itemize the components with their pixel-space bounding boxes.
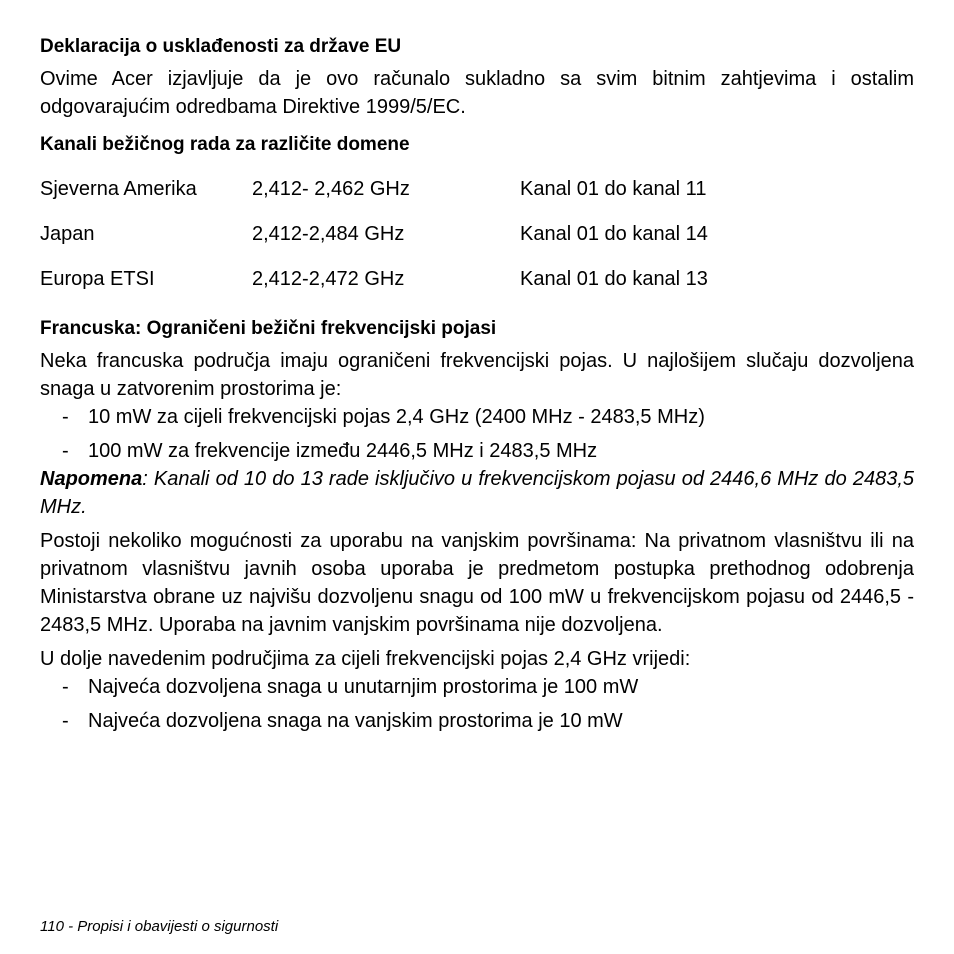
france-power-list (40, 403, 914, 465)
list-item (40, 707, 914, 735)
document-page (40, 33, 914, 735)
bullet-dash: - (62, 710, 69, 732)
list-item (40, 437, 914, 465)
channel-range-cell: Kanal 01 do kanal 13 (520, 268, 708, 290)
frequency-cell: 2,412-2,484 GHz (252, 223, 405, 245)
list-item (40, 403, 914, 431)
france-heading: Francuska: Ograničeni bežični frekvencijski pojasi (40, 318, 497, 339)
list-item-text: 100 mW za frekvencije između 2446,5 MHz i 2483,5 MHz (88, 440, 598, 462)
frequency-cell: 2,412- 2,462 GHz (252, 178, 410, 200)
note-label: Napomena (40, 468, 143, 490)
note-text: : Kanali od 10 do 13 rade isključivo u frekvencijskom pojasu od 2446,6 MHz do 2483,5 MHz. (40, 468, 914, 518)
note-paragraph (40, 465, 914, 521)
list-item-text: Najveća dozvoljena snaga na vanjskim prostorima je 10 mW (88, 710, 623, 732)
channel-range-cell: Kanal 01 do kanal 14 (520, 223, 708, 245)
outdoor-use-text: Postoji nekoliko mogućnosti za uporabu na vanjskim površinama: Na privatnom vlasništvu ili na privatnom vlasništvu javnih osoba uporaba je predmetom postupka prethodnog odobrenja Ministarstva obrane uz najvišu dozvoljenu snagu od 100 mW u frekvencijskom pojasu od 2446,5 - 2483,5 MHz. Uporaba na javnim vanjskim površinama nije dozvoljena. (40, 530, 914, 636)
eu-declaration-heading: Deklaracija o usklađenosti za države EU (40, 36, 402, 57)
page-footer: 110 - Propisi i obavijesti o sigurnosti (40, 918, 279, 935)
region-cell: Sjeverna Amerika (40, 178, 197, 200)
list-item-text: 10 mW za cijeli frekvencijski pojas 2,4 GHz (2400 MHz - 2483,5 MHz) (88, 406, 705, 428)
channels-row (40, 265, 914, 310)
regions-intro-text: U dolje navedenim područjima za cijeli frekvencijski pojas 2,4 GHz vrijedi: (40, 648, 691, 670)
regions-power-list (40, 673, 914, 735)
channel-range-cell: Kanal 01 do kanal 11 (520, 178, 707, 200)
channels-heading: Kanali bežičnog rada za različite domene (40, 134, 410, 155)
frequency-cell: 2,412-2,472 GHz (252, 268, 405, 290)
channels-row (40, 175, 914, 220)
bullet-dash: - (62, 440, 69, 462)
region-cell: Europa ETSI (40, 268, 155, 290)
region-cell: Japan (40, 223, 95, 245)
list-item-text: Najveća dozvoljena snaga u unutarnjim prostorima je 100 mW (88, 676, 639, 698)
channels-table (40, 175, 914, 310)
france-intro-text: Neka francuska područja imaju ograničeni frekvencijski pojas. U najlošijem slučaju dozvoljena snaga u zatvorenim prostorima je: (40, 350, 914, 400)
channels-row (40, 220, 914, 265)
eu-declaration-text: Ovime Acer izjavljuje da je ovo računalo sukladno sa svim bitnim zahtjevima i ostalim odgovarajućim odredbama Direktive 1999/5/EC. (40, 68, 914, 118)
bullet-dash: - (62, 406, 69, 428)
list-item (40, 673, 914, 701)
bullet-dash: - (62, 676, 69, 698)
